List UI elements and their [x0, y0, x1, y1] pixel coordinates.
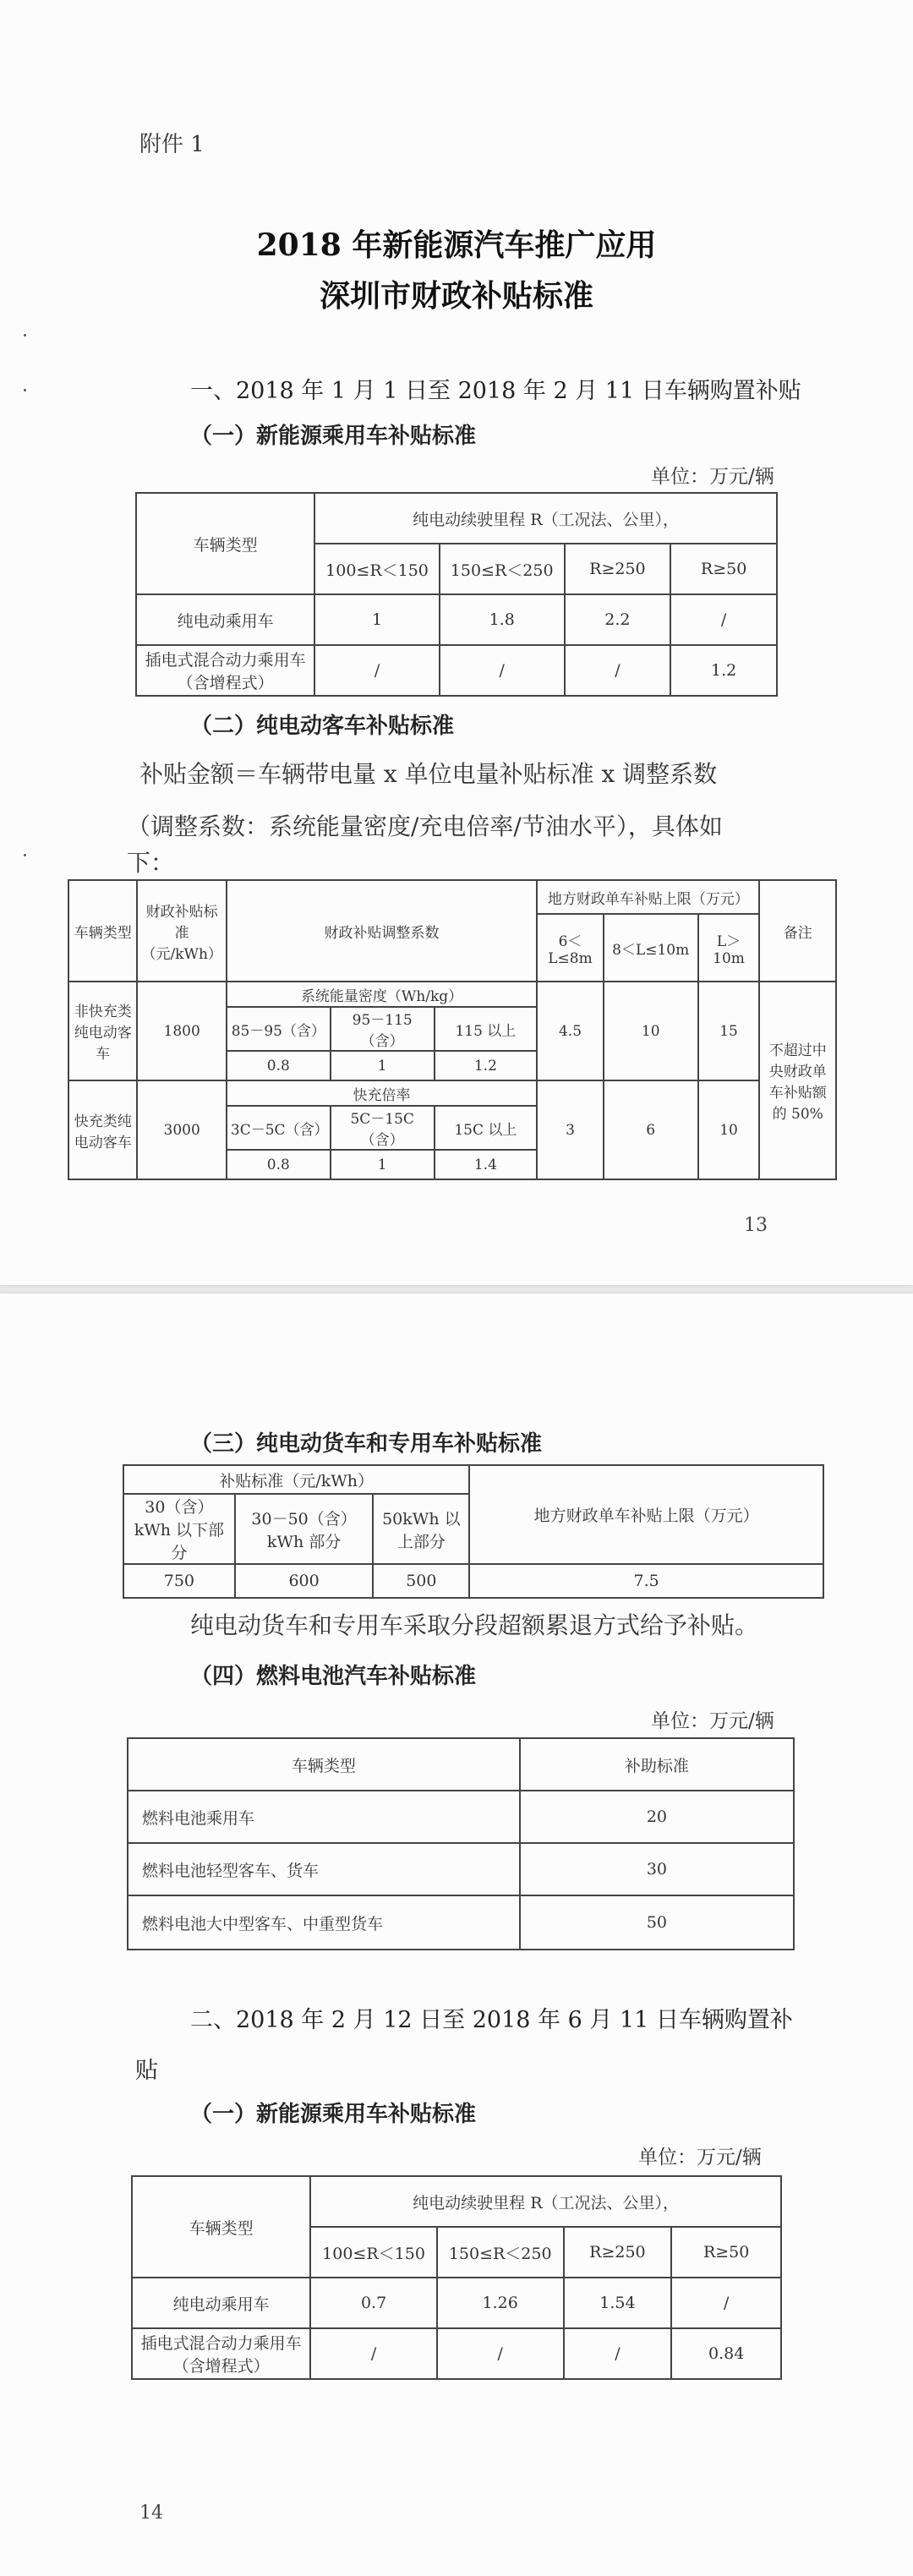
row-label: 燃料电池乘用车	[128, 1791, 520, 1843]
header-range: 150≤R＜250	[437, 2227, 564, 2278]
header-length: L＞10m	[698, 914, 760, 982]
table-cell: 2.2	[565, 594, 671, 645]
header-subsidy-standard: 补贴标准（元/kWh）	[123, 1465, 469, 1494]
scan-speck	[24, 334, 26, 336]
paragraph-line: （调整系数：系统能量密度/充电倍率/节油水平），具体如	[127, 812, 723, 840]
header-range: R≥250	[565, 544, 671, 594]
table-row	[132, 2278, 781, 2328]
table-cell: 1.4	[435, 1150, 538, 1179]
document-title-line2: 深圳市财政补贴标准	[319, 278, 593, 314]
subsection-heading-passenger-2: （一）新能源乘用车补贴标准	[190, 2102, 477, 2127]
section-heading-2: 二、2018 年 2 月 12 日至 2018 年 6 月 11 日车辆购置补	[190, 2007, 793, 2033]
table-cell: 1.2	[670, 645, 777, 696]
table-cell: 1.54	[564, 2278, 672, 2328]
row-label: 燃料电池轻型客车、货车	[128, 1843, 520, 1895]
table-cell: 7.5	[469, 1564, 823, 1598]
table-cell: 600	[235, 1564, 374, 1598]
scan-speck	[24, 389, 26, 391]
table-cell: 10	[604, 982, 698, 1080]
table-cell: 95－115（含）	[331, 1007, 435, 1051]
header-vehicle-type: 车辆类型	[68, 880, 137, 982]
table-cell: 0.8	[227, 1150, 331, 1179]
coefficient-label: 系统能量密度（Wh/kg）	[227, 982, 537, 1007]
table-cell: 1	[314, 594, 440, 645]
header-range-group: 纯电动续驶里程 R（工况法、公里），	[314, 493, 777, 544]
page-number: 14	[139, 2502, 163, 2524]
table-cell: 0.84	[671, 2328, 781, 2379]
table-cell: 500	[373, 1564, 469, 1598]
header-local-cap: 地方财政单车补贴上限（万元）	[469, 1465, 823, 1564]
table-row	[132, 2328, 781, 2379]
table-cell: 30	[520, 1843, 794, 1895]
table-cell: 15	[698, 982, 760, 1080]
table-cell: /	[671, 2278, 781, 2328]
table-cell: 1.26	[437, 2278, 564, 2328]
subsection-heading-passenger: （一）新能源乘用车补贴标准	[190, 424, 477, 449]
row-label: 纯电动乘用车	[136, 594, 314, 645]
note-cell: 不超过中央财政单车补贴额的 50%	[759, 982, 836, 1179]
table-cell: 3C－5C（含）	[227, 1106, 331, 1150]
table-cell: 1	[331, 1051, 435, 1080]
table-cell: 4.5	[537, 982, 604, 1080]
table-cell: 0.8	[227, 1051, 331, 1080]
header-vehicle-type: 车辆类型	[128, 1738, 520, 1791]
header-vehicle-type: 车辆类型	[132, 2176, 310, 2278]
row-label: 纯电动乘用车	[132, 2278, 310, 2328]
truck-subsidy-table	[123, 1464, 824, 1599]
table-row	[136, 645, 777, 696]
unit-label: 单位：万元/辆	[638, 2147, 762, 2169]
paragraph-line: 下：	[127, 849, 175, 877]
header-capacity-band: 30－50（含）kWh 部分	[235, 1494, 374, 1564]
header-local-cap: 地方财政单车补贴上限（万元）	[537, 880, 759, 914]
section-heading-1: 一、2018 年 1 月 1 日至 2018 年 2 月 11 日车辆购置补贴	[190, 378, 801, 404]
row-label: 插电式混合动力乘用车（含增程式）	[132, 2328, 310, 2379]
row-label: 非快充类纯电动客车	[68, 982, 137, 1080]
table-cell: 50	[520, 1895, 794, 1950]
table-cell: 0.7	[310, 2278, 437, 2328]
table-cell: 1.8	[440, 594, 565, 645]
subsection-heading-fuel-cell: （四）燃料电池汽车补贴标准	[190, 1664, 477, 1689]
table-cell: /	[670, 594, 777, 645]
subsection-heading-bus: （二）纯电动客车补贴标准	[190, 714, 455, 739]
table-cell: /	[310, 2328, 437, 2379]
table-cell: 5C－15C（含）	[331, 1106, 435, 1150]
document-page-14	[0, 1293, 913, 2576]
table-row	[136, 594, 777, 645]
table-cell: /	[565, 645, 671, 696]
table-row	[128, 1895, 794, 1950]
section-heading-2-continued: 贴	[135, 2058, 158, 2084]
table-cell: /	[440, 645, 565, 696]
table-cell: 6	[604, 1080, 698, 1179]
header-range: R≥250	[564, 2227, 672, 2278]
header-range: 100≤R＜150	[314, 544, 440, 594]
bus-subsidy-table	[68, 879, 837, 1180]
table-cell: 1800	[137, 982, 226, 1080]
fuel-cell-subsidy-table	[127, 1737, 795, 1950]
header-vehicle-type: 车辆类型	[136, 493, 314, 594]
subsection-heading-truck: （三）纯电动货车和专用车补贴标准	[190, 1431, 543, 1457]
annex-label: 附件 1	[139, 132, 205, 157]
unit-label: 单位：万元/辆	[651, 1710, 774, 1732]
unit-label: 单位：万元/辆	[651, 466, 774, 488]
document-title-line1: 2018 年新能源汽车推广应用	[256, 227, 657, 263]
header-length: 8＜L≤10m	[604, 914, 698, 982]
header-range: R≥50	[671, 2227, 781, 2278]
paragraph-line: 补贴金额＝车辆带电量 x 单位电量补贴标准 x 调整系数	[139, 760, 718, 788]
passenger-car-subsidy-table	[135, 492, 778, 697]
header-capacity-band: 30（含）kWh 以下部分	[123, 1494, 235, 1564]
table-cell: /	[314, 645, 440, 696]
passenger-car-subsidy-table-2	[131, 2175, 782, 2380]
header-range: 100≤R＜150	[310, 2227, 437, 2278]
table-cell: /	[564, 2328, 672, 2379]
table-row	[128, 1791, 794, 1843]
table-cell: 750	[123, 1564, 235, 1598]
scan-speck	[24, 854, 26, 856]
table-row	[128, 1843, 794, 1895]
header-note: 备注	[759, 880, 836, 982]
table-row	[68, 1080, 836, 1106]
row-label: 插电式混合动力乘用车（含增程式）	[136, 645, 314, 696]
document-page-13	[0, 0, 913, 1285]
table-cell: 15C 以上	[435, 1106, 538, 1150]
table-cell: 10	[698, 1080, 760, 1179]
header-range: 150≤R＜250	[440, 544, 565, 594]
table-cell: 115 以上	[435, 1007, 538, 1051]
header-subsidy-standard: 财政补贴标准（元/kWh）	[137, 880, 226, 982]
table-cell: 1.2	[435, 1051, 538, 1080]
header-range: R≥50	[670, 544, 777, 594]
table-row	[123, 1564, 823, 1598]
header-range-group: 纯电动续驶里程 R（工况法、公里），	[310, 2176, 781, 2227]
table-cell: 20	[520, 1791, 794, 1843]
table-cell: 3000	[137, 1080, 226, 1179]
table-cell: 85－95（含）	[227, 1007, 331, 1051]
row-label: 快充类纯电动客车	[68, 1080, 137, 1179]
header-subsidy-standard: 补助标准	[520, 1738, 794, 1791]
table-cell: 1	[331, 1150, 435, 1179]
table-row	[68, 982, 836, 1007]
page-number: 13	[744, 1215, 768, 1236]
table-cell: 3	[537, 1080, 604, 1179]
header-length: 6＜L≤8m	[537, 914, 604, 982]
header-capacity-band: 50kWh 以上部分	[373, 1494, 469, 1564]
row-label: 燃料电池大中型客车、中重型货车	[128, 1895, 520, 1950]
table-cell: /	[437, 2328, 564, 2379]
paragraph: 纯电动货车和专用车采取分段超额累退方式给予补贴。	[190, 1611, 759, 1639]
header-adjustment-coefficient: 财政补贴调整系数	[227, 880, 537, 982]
coefficient-label: 快充倍率	[227, 1080, 537, 1106]
